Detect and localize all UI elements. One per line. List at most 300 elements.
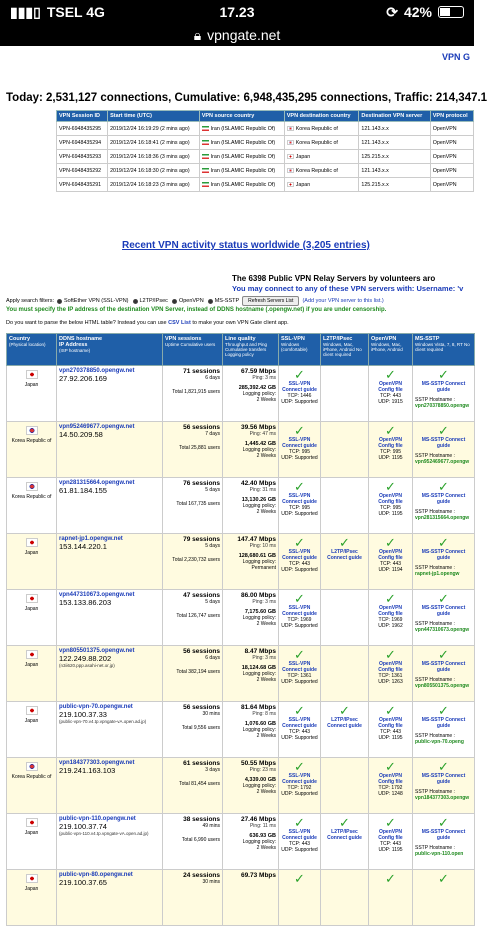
ssl-udp: UDP: Supported <box>281 791 318 797</box>
country-name: Japan <box>24 718 39 724</box>
ssl-tcp-port: TCP: 1969 <box>287 617 312 623</box>
sstp-hostname[interactable]: vpn447310673.opengw <box>415 627 470 633</box>
openvpn-tcp-port: TCP: 1792 <box>378 785 403 791</box>
sstp-hostname[interactable]: vpn270378850.opengw <box>415 403 470 409</box>
line-quality-cell <box>223 814 279 870</box>
openvpn-config-link[interactable]: OpenVPN Config file <box>378 773 403 785</box>
line-quality-cell <box>223 366 279 422</box>
source-country-cell <box>199 150 284 164</box>
sstp-cell <box>413 814 475 870</box>
checkmark-icon: ✓ <box>438 871 449 886</box>
ssl-connect-guide-link[interactable]: SSL-VPN Connect guide <box>282 437 317 449</box>
ssl-tcp-port: TCP: 443 <box>288 561 311 567</box>
log-row <box>57 150 474 164</box>
l2tp-cell <box>321 534 369 590</box>
filter-option[interactable] <box>172 298 204 304</box>
l2tp-cell <box>321 814 369 870</box>
dest-country: Japan <box>295 181 311 188</box>
header-title: OpenVPN <box>371 336 397 342</box>
vpn-activity-log-table <box>56 110 474 192</box>
country-cell <box>7 590 57 646</box>
ssl-udp: UDP: Supported <box>281 847 318 853</box>
start-time: 2019/12/24 16:18:41 (2 mins ago) <box>108 136 200 150</box>
l2tp-cell <box>321 646 369 702</box>
sstp-cell <box>413 422 475 478</box>
sstp-connect-guide-link[interactable]: MS-SSTP Connect guide <box>421 549 466 561</box>
rotation-lock-icon: ⟳ <box>386 3 398 20</box>
korea-flag-icon <box>287 168 294 173</box>
ssl-udp: UDP: Supported <box>281 455 318 461</box>
sstp-hostname-label: SSTP Hostname : <box>415 789 455 795</box>
session-id: VPN-6948435295 <box>57 122 108 136</box>
openvpn-cell <box>369 870 413 926</box>
server-row <box>7 814 475 870</box>
openvpn-tcp-port: TCP: 1969 <box>378 617 403 623</box>
header-title: L2TP/IPsec <box>323 336 353 342</box>
openvpn-config-link[interactable]: OpenVPN Config file <box>378 605 403 617</box>
sessions-cell <box>163 590 223 646</box>
checkmark-icon: ✓ <box>438 759 449 774</box>
iran-flag-icon <box>202 126 209 131</box>
host-cell <box>57 366 163 422</box>
session-count: 47 sessions <box>183 592 220 599</box>
cumulative-users: Total 2,230,732 users <box>172 557 220 563</box>
openvpn-tcp-port: TCP: 443 <box>379 841 402 847</box>
ssl-connect-guide-link[interactable]: SSL-VPN Connect guide <box>282 829 317 841</box>
line-quality-cell <box>223 870 279 926</box>
dest-country: Korea Republic of <box>295 167 338 174</box>
server-row <box>7 534 475 590</box>
ssl-vpn-cell <box>279 870 321 926</box>
checkmark-icon: ✓ <box>294 871 305 886</box>
openvpn-cell <box>369 590 413 646</box>
logging-policy-label: Logging policy: <box>242 615 276 621</box>
sstp-connect-guide-link[interactable]: MS-SSTP Connect guide <box>421 493 466 505</box>
filter-option[interactable] <box>57 298 129 304</box>
country-name: Korea Republic of <box>11 494 52 500</box>
ssl-vpn-cell <box>279 534 321 590</box>
logging-policy: 2 Weeks <box>256 845 276 851</box>
checkmark-icon: ✓ <box>385 815 396 830</box>
logging-policy-label: Logging policy: <box>242 727 276 733</box>
server-header-cell <box>369 334 413 366</box>
uptime: 5 days <box>205 487 220 493</box>
sstp-cell <box>413 870 475 926</box>
country-name: Korea Republic of <box>11 438 52 444</box>
openvpn-tcp-port: TCP: 443 <box>379 393 402 399</box>
sstp-hostname[interactable]: vpn281315664.opengw <box>415 515 470 521</box>
ssl-vpn-cell <box>279 478 321 534</box>
header-title: VPN sessions <box>165 336 202 342</box>
ssl-tcp-port: TCP: 1361 <box>287 673 312 679</box>
openvpn-tcp-port: TCP: 995 <box>379 505 402 511</box>
ddns-hostname[interactable]: vpn270378850.opengw.net <box>59 368 135 374</box>
openvpn-udp-port: UDP: 1195 <box>378 511 403 517</box>
server-row <box>7 366 475 422</box>
ssl-tcp-port: TCP: 443 <box>288 841 311 847</box>
ssl-vpn-cell <box>279 814 321 870</box>
l2tp-connect-guide-link[interactable]: L2TP/IPsec Connect guide <box>327 549 362 561</box>
ping: Ping: 10 ms <box>249 543 276 549</box>
filter-option[interactable] <box>133 298 168 304</box>
sstp-hostname[interactable]: vpn805501375.opengw <box>415 683 470 689</box>
ssl-tcp-port: TCP: 995 <box>288 505 311 511</box>
iran-flag-icon <box>202 182 209 187</box>
country-name: Japan <box>24 550 39 556</box>
header-subtitle: Windows Vista, 7, 8, RT No client required <box>415 342 470 352</box>
sstp-hostname[interactable]: public-vpn-110.open <box>415 851 464 857</box>
japan-flag-icon <box>26 370 38 379</box>
iran-flag-icon <box>202 140 209 145</box>
dest-country-cell <box>284 122 359 136</box>
country-cell <box>7 646 57 702</box>
l2tp-connect-guide-link[interactable]: L2TP/IPsec Connect guide <box>327 717 362 729</box>
cumulative-users: Total 81,454 users <box>179 781 220 787</box>
host-cell <box>57 422 163 478</box>
header-subtitle: Throughput and Ping Cumulative transfers Logging policy <box>225 342 268 357</box>
add-server-link[interactable]: (Add your VPN server to this list.) <box>302 298 384 304</box>
checkmark-icon: ✓ <box>385 367 396 382</box>
log-header-cell: VPN Session ID <box>57 111 108 122</box>
openvpn-config-link[interactable]: OpenVPN Config file <box>378 549 403 561</box>
log-row <box>57 178 474 192</box>
ddns-hostname[interactable]: vpn281315664.opengw.net <box>59 480 135 486</box>
sstp-cell <box>413 478 475 534</box>
ssl-vpn-cell <box>279 366 321 422</box>
filters-label: Apply search filters: <box>6 298 54 304</box>
checkmark-icon: ✓ <box>385 423 396 438</box>
ddns-hostname[interactable]: public-vpn-80.opengw.net <box>59 872 133 878</box>
log-row <box>57 164 474 178</box>
checkmark-icon: ✓ <box>438 647 449 662</box>
uptime: 30 mins <box>202 711 220 717</box>
server-header-cell <box>321 334 369 366</box>
source-country: Iran (ISLAMIC Republic Of) <box>210 125 276 132</box>
source-country: Iran (ISLAMIC Republic Of) <box>210 153 276 160</box>
isp-hostname: (public-vpn-110.v4.tp.vpngate-vA.open.ad.jp) <box>59 831 149 836</box>
uptime: 5 days <box>205 599 220 605</box>
ssl-connect-guide-link[interactable]: SSL-VPN Connect guide <box>282 773 317 785</box>
header-title: DDNS hostname <box>59 336 103 342</box>
openvpn-cell <box>369 366 413 422</box>
server-header-cell <box>163 334 223 366</box>
ddns-hostname[interactable]: public-vpn-70.opengw.net <box>59 704 133 710</box>
vpn-servers-table <box>6 333 475 926</box>
openvpn-udp-port: UDP: 1195 <box>378 847 403 853</box>
openvpn-cell <box>369 646 413 702</box>
throughput: 147.47 Mbps <box>237 536 276 543</box>
checkmark-icon: ✓ <box>294 647 305 662</box>
country-cell <box>7 534 57 590</box>
logging-policy-label: Logging policy: <box>242 559 276 565</box>
openvpn-config-link[interactable]: OpenVPN Config file <box>378 437 403 449</box>
dest-country-cell <box>284 150 359 164</box>
checkmark-icon: ✓ <box>294 591 305 606</box>
ssl-connect-guide-link[interactable]: SSL-VPN Connect guide <box>282 717 317 729</box>
l2tp-cell <box>321 870 369 926</box>
uptime: 6 days <box>205 375 220 381</box>
header-subtitle: (ISP hostname) <box>59 348 91 353</box>
ping: Ping: 23 ms <box>249 767 276 773</box>
ping: Ping: 3 ms <box>252 599 276 605</box>
throughput: 67.59 Mbps <box>240 368 276 375</box>
sstp-connect-guide-link[interactable]: MS-SSTP Connect guide <box>421 717 466 729</box>
korea-flag-icon <box>26 426 38 435</box>
dest-server: 125.215.x.x <box>359 178 430 192</box>
openvpn-config-link[interactable]: OpenVPN Config file <box>378 829 403 841</box>
sstp-cell <box>413 702 475 758</box>
dest-server: 121.143.x.x <box>359 164 430 178</box>
dest-country: Japan <box>295 153 311 160</box>
filter-checkbox[interactable] <box>57 299 62 304</box>
session-id: VPN-6948435291 <box>57 178 108 192</box>
openvpn-config-link[interactable]: OpenVPN Config file <box>378 381 403 393</box>
openvpn-config-link[interactable]: OpenVPN Config file <box>378 717 403 729</box>
start-time: 2019/12/24 16:18:30 (2 mins ago) <box>108 164 200 178</box>
sstp-connect-guide-link[interactable]: MS-SSTP Connect guide <box>421 437 466 449</box>
throughput: 42.40 Mbps <box>240 480 276 487</box>
ssl-udp: UDP: Supported <box>281 511 318 517</box>
cumulative-users: Total 1,821,915 users <box>172 389 220 395</box>
ip-address: 219.100.37.33 <box>59 710 107 719</box>
japan-flag-icon <box>26 594 38 603</box>
source-country-cell <box>199 164 284 178</box>
country-name: Japan <box>24 382 39 388</box>
sstp-connect-guide-link[interactable]: MS-SSTP Connect guide <box>421 381 466 393</box>
sstp-hostname[interactable]: public-vpn-70.openg <box>415 739 464 745</box>
censorship-warning: You must specify the IP address of the destination VPN Server, instead of DDNS hostname (.opengw.net) if you are under censorship. <box>6 307 387 313</box>
refresh-servers-button[interactable]: Refresh Servers List <box>242 296 299 306</box>
ssl-connect-guide-link[interactable]: SSL-VPN Connect guide <box>282 661 317 673</box>
l2tp-connect-guide-link[interactable]: L2TP/IPsec Connect guide <box>327 829 362 841</box>
server-row <box>7 758 475 814</box>
line-quality-cell <box>223 590 279 646</box>
country-cell <box>7 478 57 534</box>
log-header-cell: VPN protocol <box>430 111 473 122</box>
dest-country-cell <box>284 164 359 178</box>
sessions-cell <box>163 478 223 534</box>
ip-address: 219.100.37.65 <box>59 878 107 887</box>
uptime: 5 days <box>205 543 220 549</box>
filter-option[interactable] <box>208 298 239 304</box>
host-cell <box>57 870 163 926</box>
ddns-hostname[interactable]: vpn447310673.opengw.net <box>59 592 135 598</box>
ssl-vpn-cell <box>279 758 321 814</box>
sstp-connect-guide-link[interactable]: MS-SSTP Connect guide <box>421 661 466 673</box>
log-row <box>57 122 474 136</box>
log-row <box>57 136 474 150</box>
sstp-connect-guide-link[interactable]: MS-SSTP Connect guide <box>421 773 466 785</box>
sstp-connect-guide-link[interactable]: MS-SSTP Connect guide <box>421 605 466 617</box>
sessions-cell <box>163 366 223 422</box>
iran-flag-icon <box>202 168 209 173</box>
transfer-volume: 18,124.68 GB <box>241 665 276 671</box>
ddns-hostname[interactable]: vpn184377303.opengw.net <box>59 760 135 766</box>
checkmark-icon: ✓ <box>438 591 449 606</box>
source-country-cell <box>199 136 284 150</box>
transfer-volume: 636.93 GB <box>249 833 276 839</box>
dest-country: Korea Republic of <box>295 125 338 132</box>
csv-parse-note: Do you want to parse the below HTML table? Instead you can use CSV List to make your own VPN Gate client app. <box>6 320 289 326</box>
ddns-hostname[interactable]: vpn952469677.opengw.net <box>59 424 135 430</box>
transfer-volume: 1,076.60 GB <box>244 721 276 727</box>
status-bar <box>0 0 474 24</box>
sessions-cell <box>163 758 223 814</box>
ddns-hostname[interactable]: rapnet-jp1.opengw.net <box>59 536 123 542</box>
session-id: VPN-6948435292 <box>57 164 108 178</box>
openvpn-udp-port: UDP: 1248 <box>378 791 403 797</box>
server-row <box>7 702 475 758</box>
url-bar[interactable] <box>0 24 474 46</box>
server-header-cell <box>57 334 163 366</box>
country-name: Japan <box>24 606 39 612</box>
iran-flag-icon <box>202 154 209 159</box>
header-subtitle: (Physical location) <box>9 342 46 347</box>
battery-icon <box>438 6 464 18</box>
line-quality-cell <box>223 422 279 478</box>
korea-flag-icon <box>26 482 38 491</box>
openvpn-udp-port: UDP: 1194 <box>378 567 403 573</box>
uptime: 3 days <box>205 767 220 773</box>
line-quality-cell <box>223 758 279 814</box>
checkmark-icon: ✓ <box>385 759 396 774</box>
country-cell <box>7 422 57 478</box>
filter-label: SoftEther VPN (SSL-VPN) <box>64 298 129 304</box>
openvpn-cell <box>369 814 413 870</box>
checkmark-icon: ✓ <box>385 871 396 886</box>
search-filters <box>6 296 384 306</box>
ssl-connect-guide-link[interactable]: SSL-VPN Connect guide <box>282 493 317 505</box>
url-text[interactable]: vpngate.net <box>207 27 281 43</box>
ssl-udp: UDP: Supported <box>281 623 318 629</box>
sstp-hostname[interactable]: vpn184377303.opengw <box>415 795 470 801</box>
recent-activity-link[interactable]: Recent VPN activity status worldwide (3,205 entries) <box>122 240 370 251</box>
header-subtitle: Windows, Mac, iPhone, Android No client required <box>323 342 362 357</box>
logging-policy-label: Logging policy: <box>242 391 276 397</box>
ip-address: 153.133.86.203 <box>59 598 112 607</box>
dest-server: 121.143.x.x <box>359 122 430 136</box>
filter-checkbox[interactable] <box>172 299 177 304</box>
japan-flag-icon <box>26 818 38 827</box>
server-header-cell <box>223 334 279 366</box>
sstp-hostname[interactable]: rapnet-jp1.opengw <box>415 571 460 577</box>
sstp-hostname-label: SSTP Hostname : <box>415 453 455 459</box>
sstp-hostname[interactable]: vpn952469677.opengw <box>415 459 470 465</box>
start-time: 2019/12/24 16:18:36 (3 mins ago) <box>108 150 200 164</box>
logging-policy: 2 Weeks <box>256 509 276 515</box>
sstp-connect-guide-link[interactable]: MS-SSTP Connect guide <box>421 829 466 841</box>
vpn-protocol: OpenVPN <box>430 122 473 136</box>
uptime: 49 mins <box>202 823 220 829</box>
session-id: VPN-6948435293 <box>57 150 108 164</box>
ssl-connect-guide-link[interactable]: SSL-VPN Connect guide <box>282 381 317 393</box>
openvpn-config-link[interactable]: OpenVPN Config file <box>378 493 403 505</box>
lock-icon: 🔒︎ <box>193 26 202 43</box>
isp-hostname: (public-vpn-70.v4.tp.vpngate-vA.open.ad.jp) <box>59 719 147 724</box>
start-time: 2019/12/24 16:18:23 (3 mins ago) <box>108 178 200 192</box>
japan-flag-icon <box>26 706 38 715</box>
sstp-hostname-label: SSTP Hostname : <box>415 565 455 571</box>
log-header-cell: VPN destination country <box>284 111 359 122</box>
openvpn-udp-port: UDP: 1195 <box>378 735 403 741</box>
ip-address: 61.81.184.155 <box>59 486 107 495</box>
korea-flag-icon <box>287 140 294 145</box>
sstp-hostname-label: SSTP Hostname : <box>415 677 455 683</box>
ssl-connect-guide-link[interactable]: SSL-VPN Connect guide <box>282 605 317 617</box>
checkmark-icon: ✓ <box>385 535 396 550</box>
sstp-hostname-label: SSTP Hostname : <box>415 397 455 403</box>
transfer-volume: 4,339.00 GB <box>244 777 276 783</box>
ip-address: 219.241.163.103 <box>59 766 116 775</box>
logging-policy-label: Logging policy: <box>242 671 276 677</box>
source-country: Iran (ISLAMIC Republic Of) <box>210 139 276 146</box>
transfer-volume: 285,392.42 GB <box>238 385 276 391</box>
sstp-cell <box>413 534 475 590</box>
cumulative-users: Total 25,881 users <box>179 445 220 451</box>
ssl-vpn-cell <box>279 646 321 702</box>
sstp-hostname-label: SSTP Hostname : <box>415 733 455 739</box>
server-row <box>7 590 475 646</box>
openvpn-tcp-port: TCP: 443 <box>379 561 402 567</box>
host-cell <box>57 758 163 814</box>
ssl-connect-guide-link[interactable]: SSL-VPN Connect guide <box>282 549 317 561</box>
l2tp-cell <box>321 590 369 646</box>
logging-policy: 2 Weeks <box>256 789 276 795</box>
transfer-volume: 1,445.42 GB <box>244 441 276 447</box>
csv-list-link[interactable]: CSV List <box>168 320 191 326</box>
checkmark-icon: ✓ <box>339 703 350 718</box>
ddns-hostname[interactable]: public-vpn-110.opengw.net <box>59 816 136 822</box>
filter-checkbox[interactable] <box>133 299 138 304</box>
site-header[interactable]: VPN G <box>441 52 470 62</box>
ssl-tcp-port: TCP: 995 <box>288 449 311 455</box>
line-quality-cell <box>223 646 279 702</box>
session-count: 76 sessions <box>183 480 220 487</box>
ip-address: 219.100.37.74 <box>59 822 107 831</box>
server-row <box>7 478 475 534</box>
checkmark-icon: ✓ <box>294 479 305 494</box>
checkmark-icon: ✓ <box>294 423 305 438</box>
header-title: MS-SSTP <box>415 336 440 342</box>
cumulative-users: Total 167,735 users <box>176 501 220 507</box>
dest-country-cell <box>284 178 359 192</box>
session-count: 24 sessions <box>183 872 220 879</box>
header-title: Line quality <box>225 336 256 342</box>
openvpn-config-link[interactable]: OpenVPN Config file <box>378 661 403 673</box>
filter-label: MS-SSTP <box>214 298 240 304</box>
japan-flag-icon <box>287 154 294 159</box>
server-row <box>7 646 475 702</box>
ssl-vpn-cell <box>279 702 321 758</box>
throughput: 81.64 Mbps <box>240 704 276 711</box>
ssl-udp: UDP: Supported <box>281 567 318 573</box>
checkmark-icon: ✓ <box>339 815 350 830</box>
l2tp-cell <box>321 478 369 534</box>
ssl-tcp-port: TCP: 1446 <box>287 393 312 399</box>
cumulative-users: Total 6,990 users <box>181 837 220 843</box>
checkmark-icon: ✓ <box>294 535 305 550</box>
line-quality-cell <box>223 534 279 590</box>
country-cell <box>7 366 57 422</box>
ddns-hostname[interactable]: vpn805501375.opengw.net <box>59 648 135 654</box>
filter-checkbox[interactable] <box>208 299 213 304</box>
session-count: 61 sessions <box>183 760 220 767</box>
header-subtitle: Windows, Mac, iPhone, Android <box>371 342 403 352</box>
uptime: 30 mins <box>202 879 220 885</box>
credentials-note: You may connect to any of these VPN servers with: Username: 'v <box>232 284 464 293</box>
logging-policy: 2 Weeks <box>256 677 276 683</box>
source-country-cell <box>199 178 284 192</box>
